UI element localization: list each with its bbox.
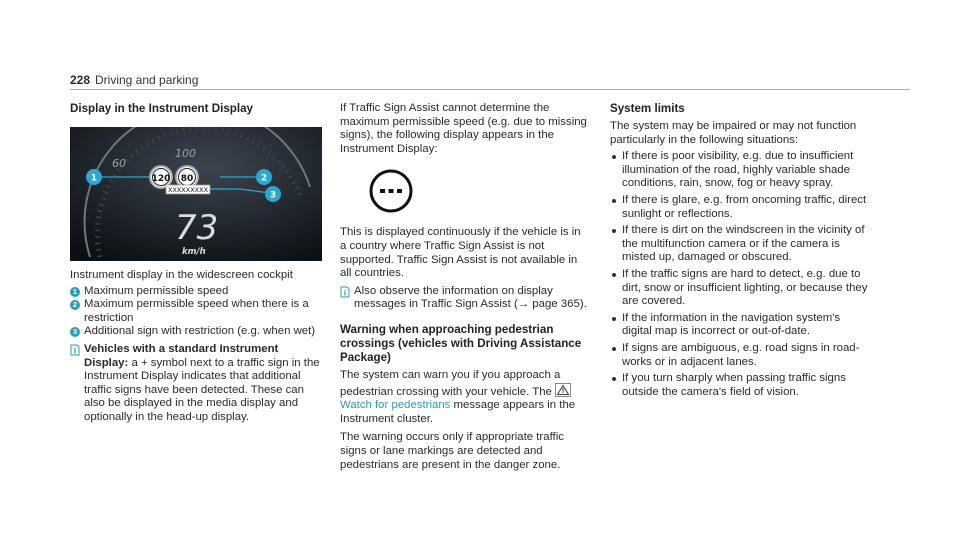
list-item: If there is glare, e.g. from oncoming traffic, direct sunlight or reflections. <box>610 194 872 221</box>
paragraph-text: message appears in the Instrument cluster. <box>340 399 576 425</box>
speed-limit-sign-120: 120 <box>151 174 171 184</box>
list-item: If signs are ambiguous, e.g. road signs in road-works or in adjacent lanes. <box>610 342 872 369</box>
info-note <box>340 285 590 312</box>
list-item: If you turn sharply when passing traffic signs outside the camera's field of vision. <box>610 372 872 399</box>
list-item: If there is dirt on the windscreen in the vicinity of the multifunction camera or if the camera is misted up, damaged or obscured. <box>610 224 872 265</box>
section-title: Driving and parking <box>95 73 199 87</box>
paragraph-text: The system can warn you if you approach a pedestrian crossing with your vehicle. The <box>340 368 561 398</box>
svg-text:i: i <box>73 347 77 356</box>
info-note-icon <box>340 286 350 298</box>
item-number: 1 <box>70 287 80 297</box>
gauge-tick-60: 60 <box>112 157 126 170</box>
column-middle <box>340 102 590 472</box>
page-number: 228 <box>70 73 91 87</box>
additional-sign-plate: XXXXXXXXX <box>167 186 209 194</box>
item-number: 3 <box>70 327 80 337</box>
list-item: If the information in the navigation system's digital map is incorrect or out-of-date. <box>610 312 872 339</box>
paragraph: If Traffic Sign Assist cannot determine the maximum permissible speed (e.g. due to missing signs), the following display appears in the Instrument Display: <box>340 102 587 155</box>
svg-text:i: i <box>343 289 347 298</box>
section-heading: Warning when approaching pedestrian crossings (vehicles with Driving Assistance Package) <box>340 322 582 364</box>
watch-for-pedestrians-message: Watch for pedestrians <box>340 399 451 412</box>
header-divider <box>70 89 910 90</box>
instrument-cluster-image <box>70 127 322 261</box>
info-note <box>70 343 320 425</box>
no-speed-limit-display-icon <box>368 168 414 214</box>
list-item <box>70 298 320 325</box>
paragraph: The system may be impaired or may not function particularly in the following situations: <box>610 120 857 146</box>
gauge-tick-100: 100 <box>175 147 196 160</box>
note-text: a + symbol next to a traffic sign in the Instrument Display indicates that additional traffic signs have been detected. These can also be displayed in the media display and optionally in the head-up display. <box>84 356 320 423</box>
paragraph: This is displayed continuously if the vehicle is in a country where Traffic Sign Assist is not supported. Traffic Sign Assist is not available in all countries. <box>340 226 581 280</box>
info-note-icon <box>70 344 80 356</box>
item-text: Maximum permissible speed when there is a restriction <box>84 298 309 324</box>
marker-1: 1 <box>90 173 98 184</box>
section-heading: Display in the Instrument Display <box>70 102 253 115</box>
speed-unit: km/h <box>182 247 206 257</box>
list-item: If the traffic signs are hard to detect, e.g. due to dirt, snow or insufficient lighting, or because they are covered. <box>610 268 872 309</box>
note-text: Also observe the information on display messages in Traffic Sign Assist (→ page 365). <box>354 284 587 311</box>
speed-limit-sign-80: 80 <box>180 174 194 184</box>
list-item: If there is poor visibility, e.g. due to insufficient illumination of the road, highly variable shade conditions, rain, snow, fog or heavy spray. <box>610 150 872 191</box>
item-text: Additional sign with restriction (e.g. when wet) <box>84 325 316 338</box>
item-number: 2 <box>70 300 80 310</box>
paragraph <box>340 369 590 426</box>
image-caption: Instrument display in the widescreen cockpit <box>70 269 293 281</box>
list-item <box>70 285 320 299</box>
list-item <box>70 325 320 339</box>
marker-2: 2 <box>260 173 268 184</box>
pedestrian-warning-icon <box>555 383 571 397</box>
section-heading: System limits <box>610 102 685 115</box>
current-speed: 73 <box>175 208 219 248</box>
item-text: Maximum permissible speed <box>84 284 229 297</box>
note-bold-lead: Vehicles with a standard Instrument Display: <box>84 342 279 369</box>
marker-3: 3 <box>269 190 277 201</box>
column-right <box>610 102 872 399</box>
column-left <box>70 102 320 425</box>
paragraph: The warning occurs only if appropriate traffic signs or lane markings are detected and pedestrians are present in the danger zone. <box>340 431 564 471</box>
